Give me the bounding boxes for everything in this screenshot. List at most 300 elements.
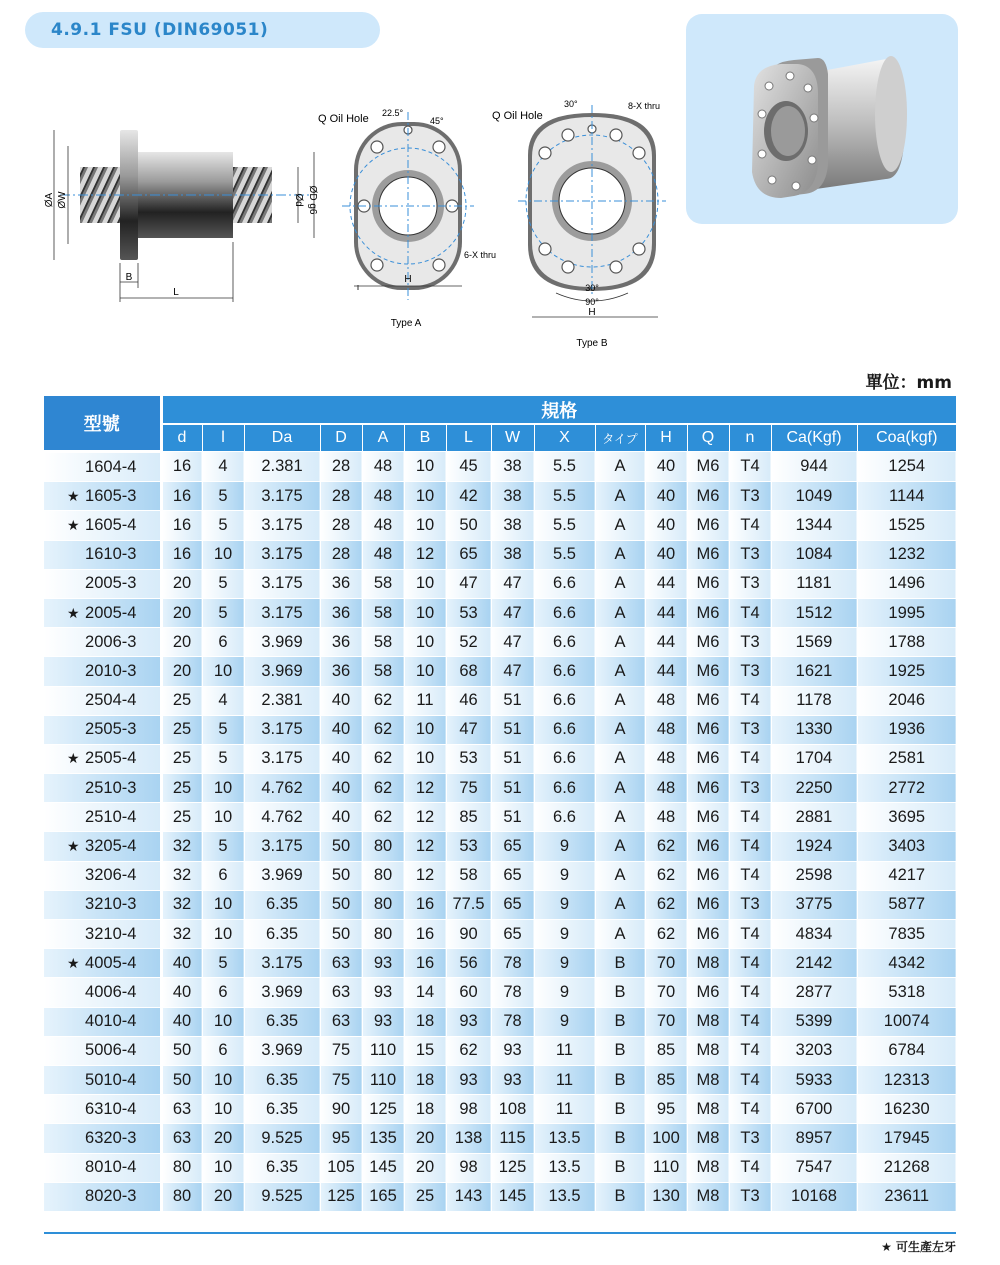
type-a-angle-2: 45°: [430, 116, 444, 126]
spec-cell: 5: [202, 569, 244, 598]
table-row: [44, 803, 956, 832]
spec-cell: T4: [729, 511, 771, 540]
table-row: [44, 540, 956, 569]
spec-cell: 62: [645, 861, 687, 890]
model-number: 3206-4: [85, 866, 137, 885]
spec-cell: 2581: [857, 744, 956, 773]
spec-cell: 38: [491, 452, 534, 482]
spec-cell: T4: [729, 803, 771, 832]
spec-cell: 40: [645, 511, 687, 540]
side-view-drawing: [40, 120, 330, 305]
spec-cell: 9: [534, 920, 595, 949]
spec-cell: 78: [491, 978, 534, 1007]
spec-cell: 3.969: [244, 1036, 320, 1065]
spec-cell: 18: [404, 1007, 446, 1036]
spec-cell: T4: [729, 861, 771, 890]
spec-cell: 40: [645, 540, 687, 569]
spec-cell: 56: [446, 949, 491, 978]
column-header: X: [534, 424, 595, 452]
model-cell: [44, 569, 161, 598]
table-row: [44, 774, 956, 803]
spec-cell: 9.525: [244, 1182, 320, 1211]
spec-header: 規格: [161, 396, 956, 424]
spec-cell: 5933: [771, 1065, 857, 1094]
model-number: 1605-4: [85, 515, 137, 534]
model-number: 1610-3: [85, 545, 137, 564]
spec-cell: 63: [320, 978, 362, 1007]
spec-cell: 53: [446, 598, 491, 627]
spec-cell: 12: [404, 832, 446, 861]
spec-cell: 93: [446, 1007, 491, 1036]
column-header: Ca(Kgf): [771, 424, 857, 452]
table-row: [44, 1007, 956, 1036]
spec-cell: 6: [202, 1036, 244, 1065]
spec-cell: M6: [687, 482, 729, 511]
spec-cell: 10168: [771, 1182, 857, 1211]
column-header: l: [202, 424, 244, 452]
spec-cell: 47: [491, 598, 534, 627]
model-cell: [44, 657, 161, 686]
spec-cell: 16: [161, 482, 202, 511]
spec-cell: 65: [491, 832, 534, 861]
spec-cell: 1232: [857, 540, 956, 569]
spec-cell: M6: [687, 890, 729, 919]
model-cell: [44, 452, 161, 482]
spec-cell: T4: [729, 1095, 771, 1124]
spec-cell: T3: [729, 1182, 771, 1211]
spec-cell: A: [595, 628, 645, 657]
model-cell: [44, 715, 161, 744]
spec-cell: B: [595, 1036, 645, 1065]
spec-cell: 62: [645, 890, 687, 919]
spec-cell: 23611: [857, 1182, 956, 1211]
model-header: 型號: [44, 396, 161, 452]
left-thread-star-icon: ★: [67, 954, 80, 971]
spec-cell: 28: [320, 540, 362, 569]
spec-cell: T3: [729, 657, 771, 686]
spec-cell: 9: [534, 832, 595, 861]
type-b-h-label: H: [588, 307, 596, 318]
type-b-caption: Type B: [576, 338, 608, 349]
column-header: Da: [244, 424, 320, 452]
spec-cell: 6700: [771, 1095, 857, 1124]
spec-cell: 145: [362, 1153, 404, 1182]
spec-cell: 6.6: [534, 686, 595, 715]
spec-cell: B: [595, 978, 645, 1007]
spec-cell: M6: [687, 598, 729, 627]
table-row: [44, 511, 956, 540]
spec-cell: 95: [320, 1124, 362, 1153]
spec-cell: 1344: [771, 511, 857, 540]
table-row: [44, 657, 956, 686]
spec-table: [44, 396, 956, 1211]
spec-cell: 12: [404, 774, 446, 803]
spec-cell: 1569: [771, 628, 857, 657]
spec-cell: 50: [161, 1036, 202, 1065]
spec-cell: M6: [687, 744, 729, 773]
spec-cell: 2046: [857, 686, 956, 715]
spec-cell: 80: [362, 832, 404, 861]
model-number: 4010-4: [85, 1012, 137, 1031]
table-row: [44, 744, 956, 773]
spec-cell: 80: [362, 890, 404, 919]
spec-cell: 47: [446, 715, 491, 744]
spec-cell: 6.6: [534, 598, 595, 627]
spec-cell: 5.5: [534, 540, 595, 569]
spec-cell: T3: [729, 482, 771, 511]
left-thread-star-icon: ★: [67, 487, 80, 504]
spec-cell: 14: [404, 978, 446, 1007]
spec-cell: 110: [362, 1065, 404, 1094]
spec-cell: 90: [320, 1095, 362, 1124]
dim-w-label: ØW: [57, 191, 68, 209]
spec-cell: 5: [202, 744, 244, 773]
spec-cell: 6.35: [244, 1153, 320, 1182]
spec-cell: T3: [729, 628, 771, 657]
spec-cell: 3.969: [244, 978, 320, 1007]
spec-cell: 143: [446, 1182, 491, 1211]
type-a-angle-1: 22.5°: [382, 108, 404, 118]
spec-cell: T4: [729, 1153, 771, 1182]
spec-cell: 4.762: [244, 803, 320, 832]
spec-cell: 36: [320, 628, 362, 657]
model-cell: [44, 978, 161, 1007]
spec-cell: 115: [491, 1124, 534, 1153]
spec-cell: 12: [404, 803, 446, 832]
spec-cell: 77.5: [446, 890, 491, 919]
spec-cell: 5: [202, 832, 244, 861]
spec-cell: 12: [404, 540, 446, 569]
type-b-angle-top: 30°: [564, 99, 578, 109]
spec-cell: T4: [729, 686, 771, 715]
spec-cell: M6: [687, 803, 729, 832]
spec-cell: A: [595, 657, 645, 686]
left-thread-star-icon: ★: [67, 604, 80, 621]
model-number: 6310-4: [85, 1099, 137, 1118]
spec-cell: 10: [404, 511, 446, 540]
spec-cell: 20: [161, 569, 202, 598]
spec-cell: T3: [729, 1124, 771, 1153]
spec-cell: M6: [687, 540, 729, 569]
spec-cell: 62: [362, 686, 404, 715]
spec-cell: M6: [687, 920, 729, 949]
spec-cell: 130: [645, 1182, 687, 1211]
spec-cell: 80: [161, 1182, 202, 1211]
model-cell: [44, 1095, 161, 1124]
spec-cell: 6.6: [534, 744, 595, 773]
dim-l-label: L: [173, 287, 179, 298]
spec-cell: 10: [202, 890, 244, 919]
spec-cell: 16: [404, 949, 446, 978]
spec-cell: 9: [534, 890, 595, 919]
model-number: 2010-3: [85, 661, 137, 680]
spec-cell: 3.175: [244, 540, 320, 569]
spec-cell: 1049: [771, 482, 857, 511]
spec-cell: 5318: [857, 978, 956, 1007]
spec-cell: 70: [645, 1007, 687, 1036]
spec-cell: 85: [645, 1036, 687, 1065]
model-cell: [44, 628, 161, 657]
spec-cell: 58: [362, 598, 404, 627]
spec-cell: M8: [687, 1065, 729, 1094]
spec-cell: 44: [645, 598, 687, 627]
spec-cell: 6784: [857, 1036, 956, 1065]
spec-cell: 11: [534, 1036, 595, 1065]
dim-a-label: ØA: [44, 192, 55, 208]
spec-cell: 10: [404, 452, 446, 482]
spec-cell: 40: [161, 978, 202, 1007]
spec-cell: 93: [362, 978, 404, 1007]
spec-cell: 4: [202, 452, 244, 482]
spec-cell: 6: [202, 628, 244, 657]
type-b-holes-label: 8-X thru: [628, 101, 661, 111]
spec-cell: 9: [534, 978, 595, 1007]
spec-cell: 10: [202, 1095, 244, 1124]
model-cell: [44, 832, 161, 861]
spec-cell: 93: [362, 949, 404, 978]
spec-cell: M6: [687, 686, 729, 715]
footnote: ★ 可生產左牙: [881, 1240, 956, 1254]
spec-cell: 3.175: [244, 715, 320, 744]
spec-cell: 11: [534, 1065, 595, 1094]
spec-cell: T4: [729, 744, 771, 773]
model-number: 2504-4: [85, 691, 137, 710]
spec-cell: 48: [362, 511, 404, 540]
spec-cell: T4: [729, 452, 771, 482]
spec-cell: 1936: [857, 715, 956, 744]
spec-cell: 6: [202, 978, 244, 1007]
spec-cell: T3: [729, 774, 771, 803]
spec-cell: A: [595, 715, 645, 744]
table-row: [44, 978, 956, 1007]
spec-cell: 65: [491, 861, 534, 890]
table-row: [44, 482, 956, 511]
spec-cell: 51: [491, 774, 534, 803]
table-row: [44, 920, 956, 949]
spec-cell: 2881: [771, 803, 857, 832]
spec-cell: 85: [645, 1065, 687, 1094]
model-cell: [44, 1182, 161, 1211]
spec-cell: 1704: [771, 744, 857, 773]
spec-cell: 5: [202, 715, 244, 744]
spec-cell: 25: [161, 744, 202, 773]
model-number: 2005-3: [85, 574, 137, 593]
spec-cell: 6: [202, 861, 244, 890]
spec-cell: 10: [404, 715, 446, 744]
table-row: [44, 1095, 956, 1124]
spec-cell: 62: [362, 715, 404, 744]
spec-cell: T4: [729, 1036, 771, 1065]
spec-cell: 2.381: [244, 452, 320, 482]
spec-cell: 25: [161, 686, 202, 715]
spec-cell: A: [595, 774, 645, 803]
dim-dg6-label: ØD g6: [307, 185, 318, 215]
spec-cell: M8: [687, 1124, 729, 1153]
spec-cell: 48: [645, 774, 687, 803]
spec-cell: 5.5: [534, 482, 595, 511]
spec-cell: 40: [320, 774, 362, 803]
model-cell: [44, 803, 161, 832]
column-header: W: [491, 424, 534, 452]
spec-cell: 10: [202, 1065, 244, 1094]
spec-cell: 125: [362, 1095, 404, 1124]
spec-cell: 44: [645, 657, 687, 686]
spec-cell: 10: [404, 482, 446, 511]
spec-cell: 1995: [857, 598, 956, 627]
spec-cell: 10: [202, 803, 244, 832]
spec-cell: 110: [645, 1153, 687, 1182]
spec-cell: 18: [404, 1095, 446, 1124]
spec-cell: 1924: [771, 832, 857, 861]
spec-cell: 16: [404, 890, 446, 919]
spec-cell: 10: [202, 920, 244, 949]
spec-cell: 3.175: [244, 832, 320, 861]
spec-cell: 63: [320, 949, 362, 978]
unit-label: 單位：mm: [865, 373, 952, 393]
spec-cell: 15: [404, 1036, 446, 1065]
spec-cell: T4: [729, 978, 771, 1007]
spec-cell: 65: [491, 920, 534, 949]
spec-cell: 42: [446, 482, 491, 511]
model-cell: [44, 540, 161, 569]
left-thread-star-icon: ★: [67, 838, 80, 855]
spec-cell: 50: [320, 861, 362, 890]
column-header: タイプ: [595, 424, 645, 452]
model-number: 6320-3: [85, 1128, 137, 1147]
model-number: 3205-4: [85, 837, 137, 856]
spec-cell: M8: [687, 1153, 729, 1182]
table-row: [44, 1065, 956, 1094]
model-number: 4006-4: [85, 982, 137, 1001]
spec-cell: 45: [446, 452, 491, 482]
spec-cell: 1144: [857, 482, 956, 511]
spec-cell: 28: [320, 452, 362, 482]
spec-cell: 32: [161, 832, 202, 861]
spec-cell: 7835: [857, 920, 956, 949]
spec-cell: 100: [645, 1124, 687, 1153]
column-header: A: [362, 424, 404, 452]
model-number: 3210-4: [85, 924, 137, 943]
spec-cell: M8: [687, 1182, 729, 1211]
spec-cell: 10: [404, 744, 446, 773]
table-row: [44, 949, 956, 978]
spec-cell: T4: [729, 920, 771, 949]
spec-cell: 50: [320, 832, 362, 861]
spec-cell: 50: [446, 511, 491, 540]
spec-cell: 48: [362, 482, 404, 511]
spec-cell: 62: [446, 1036, 491, 1065]
spec-cell: T3: [729, 890, 771, 919]
spec-cell: T3: [729, 569, 771, 598]
spec-cell: M8: [687, 1036, 729, 1065]
spec-cell: 63: [161, 1095, 202, 1124]
table-row: [44, 1182, 956, 1211]
spec-cell: 58: [362, 628, 404, 657]
type-a-holes-label: 6-X thru: [464, 250, 497, 260]
table-row: [44, 598, 956, 627]
spec-cell: 10: [404, 628, 446, 657]
spec-cell: 20: [202, 1182, 244, 1211]
spec-cell: 1788: [857, 628, 956, 657]
spec-cell: 5877: [857, 890, 956, 919]
spec-cell: A: [595, 803, 645, 832]
spec-cell: 125: [491, 1153, 534, 1182]
type-b-angle-90: 90°: [585, 297, 599, 307]
spec-cell: 75: [320, 1065, 362, 1094]
spec-cell: 51: [491, 715, 534, 744]
model-number: 1605-3: [85, 486, 137, 505]
spec-cell: 11: [404, 686, 446, 715]
product-photo-panel: [686, 14, 958, 224]
spec-cell: 32: [161, 890, 202, 919]
spec-cell: 9: [534, 949, 595, 978]
spec-cell: A: [595, 598, 645, 627]
spec-cell: 40: [161, 949, 202, 978]
spec-cell: 3.175: [244, 949, 320, 978]
model-number: 2005-4: [85, 603, 137, 622]
spec-cell: 3.175: [244, 744, 320, 773]
spec-cell: T4: [729, 598, 771, 627]
spec-cell: 40: [161, 1007, 202, 1036]
spec-cell: 4: [202, 686, 244, 715]
spec-cell: 10: [202, 774, 244, 803]
spec-cell: 63: [320, 1007, 362, 1036]
spec-cell: 1254: [857, 452, 956, 482]
spec-cell: 47: [491, 628, 534, 657]
spec-cell: 63: [161, 1124, 202, 1153]
spec-cell: 48: [645, 803, 687, 832]
spec-cell: 28: [320, 482, 362, 511]
spec-cell: 40: [645, 482, 687, 511]
spec-cell: 6.35: [244, 890, 320, 919]
spec-cell: 6.6: [534, 803, 595, 832]
spec-cell: 18: [404, 1065, 446, 1094]
spec-cell: 48: [645, 744, 687, 773]
model-number: 8010-4: [85, 1158, 137, 1177]
spec-cell: 3695: [857, 803, 956, 832]
spec-cell: 36: [320, 569, 362, 598]
spec-cell: 75: [446, 774, 491, 803]
spec-cell: 13.5: [534, 1124, 595, 1153]
spec-cell: 98: [446, 1153, 491, 1182]
spec-cell: 62: [362, 774, 404, 803]
model-number: 2510-4: [85, 807, 137, 826]
spec-cell: M6: [687, 715, 729, 744]
spec-cell: 1621: [771, 657, 857, 686]
spec-cell: M8: [687, 1095, 729, 1124]
spec-cell: A: [595, 569, 645, 598]
spec-cell: A: [595, 861, 645, 890]
model-cell: [44, 920, 161, 949]
spec-cell: B: [595, 1182, 645, 1211]
table-row: [44, 1153, 956, 1182]
spec-cell: 52: [446, 628, 491, 657]
table-bottom-rule: [44, 1232, 956, 1234]
spec-cell: M6: [687, 774, 729, 803]
spec-cell: 3.175: [244, 569, 320, 598]
spec-cell: 10: [202, 1007, 244, 1036]
spec-cell: 16: [161, 452, 202, 482]
spec-cell: 10: [404, 598, 446, 627]
spec-cell: M8: [687, 949, 729, 978]
spec-cell: T4: [729, 1007, 771, 1036]
spec-cell: 25: [404, 1182, 446, 1211]
model-number: 5006-4: [85, 1041, 137, 1060]
spec-cell: 28: [320, 511, 362, 540]
type-a-drawing: [312, 100, 507, 335]
spec-cell: 32: [161, 861, 202, 890]
spec-cell: 6.35: [244, 1095, 320, 1124]
